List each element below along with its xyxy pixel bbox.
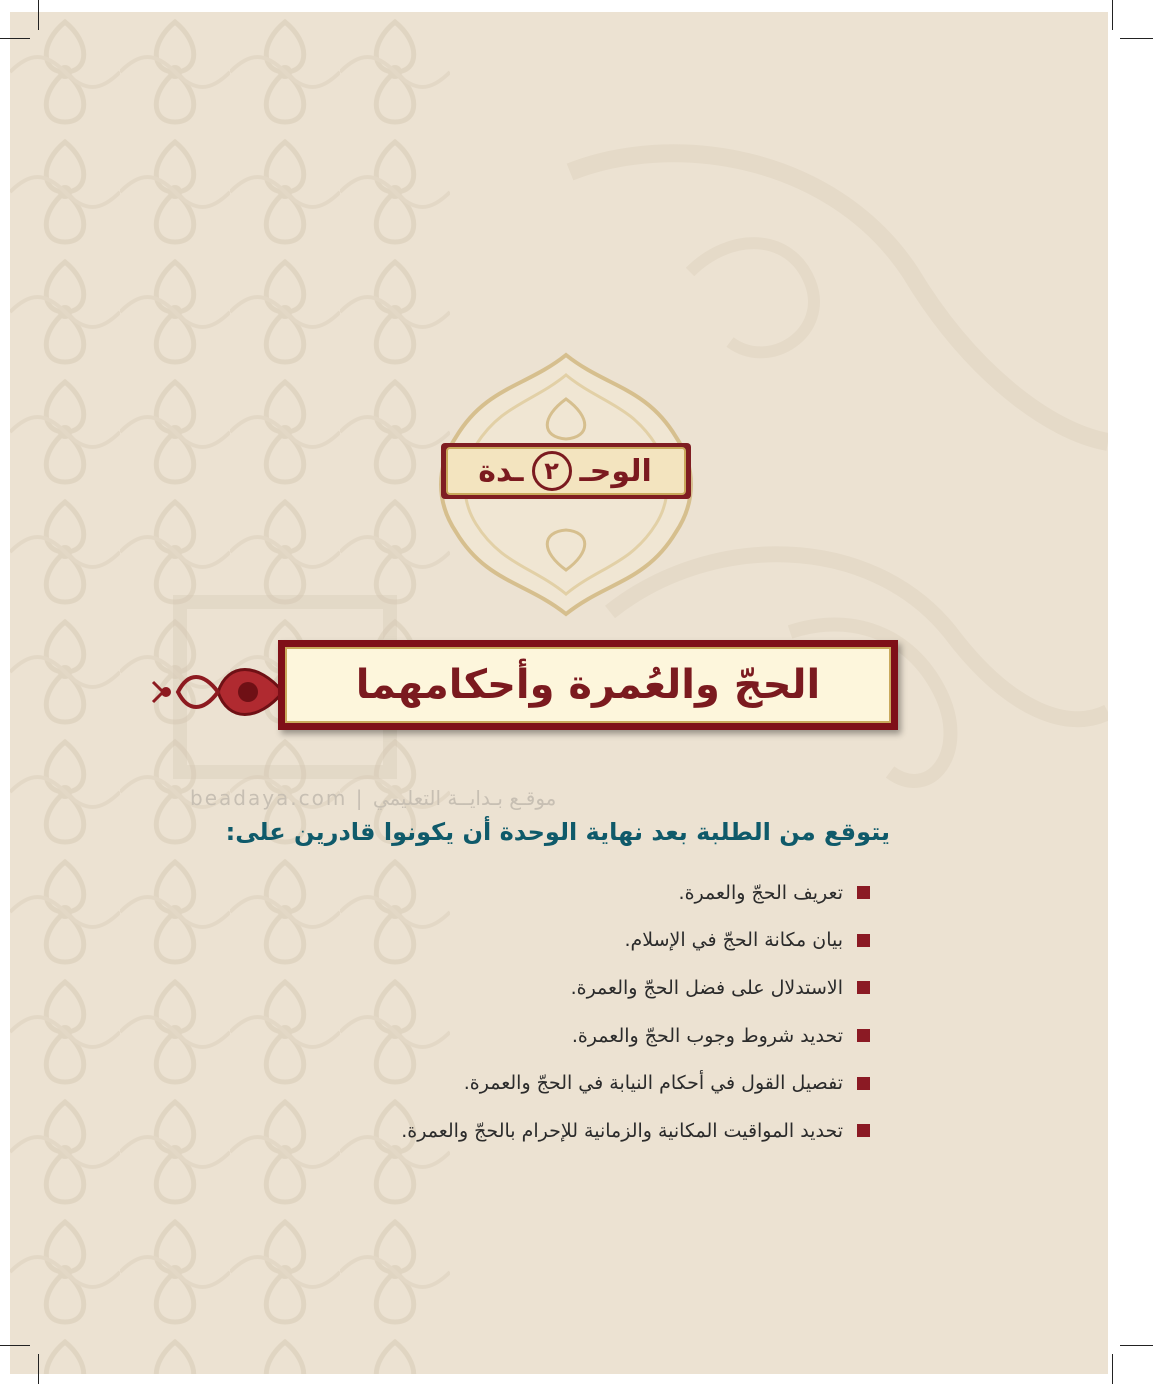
- list-item: [190, 1059, 870, 1107]
- title-ornament-icon: [148, 652, 288, 732]
- unit-title-frame: [278, 640, 898, 730]
- crop-mark: [1120, 1345, 1153, 1346]
- square-bullet-icon: [857, 981, 870, 994]
- crop-mark: [0, 38, 30, 39]
- crop-mark: [1112, 0, 1113, 30]
- square-bullet-icon: [857, 1029, 870, 1042]
- crop-mark: [0, 1345, 30, 1346]
- objective-text: تحديد شروط وجوب الحجّ والعمرة.: [571, 1024, 843, 1047]
- list-item: [190, 917, 870, 965]
- unit-label: [457, 449, 673, 493]
- unit-badge: [421, 347, 711, 622]
- objective-text: بيان مكانة الحجّ في الإسلام.: [624, 929, 843, 952]
- objective-text: تفصيل القول في أحكام النيابة في الحجّ والعمرة.: [463, 1072, 843, 1095]
- objectives-intro: يتوقع من الطلبة بعد نهاية الوحدة أن يكونوا قادرين على:: [225, 818, 890, 846]
- crop-mark: [38, 0, 39, 30]
- list-item: [190, 964, 870, 1012]
- list-item: [190, 1012, 870, 1060]
- objective-text: تعريف الحجّ والعمرة.: [678, 881, 843, 904]
- square-bullet-icon: [857, 1124, 870, 1137]
- list-item: [190, 1107, 870, 1155]
- objective-text: الاستدلال على فضل الحجّ والعمرة.: [570, 976, 843, 999]
- crop-mark: [1120, 38, 1153, 39]
- unit-label-start: الوحـ: [579, 453, 652, 489]
- page: [10, 12, 1108, 1374]
- list-item: [190, 869, 870, 917]
- unit-number: ٢: [532, 451, 572, 491]
- crop-mark: [1112, 1354, 1113, 1384]
- square-bullet-icon: [857, 886, 870, 899]
- unit-label-end: ـدة: [478, 453, 524, 489]
- square-bullet-icon: [857, 1077, 870, 1090]
- objective-text: تحديد المواقيت المكانية والزمانية للإحرام بالحجّ والعمرة.: [401, 1119, 843, 1142]
- unit-title-panel: [285, 647, 891, 723]
- square-bullet-icon: [857, 934, 870, 947]
- watermark: beadaya.com | موقـع بـدايــة التعليمي: [190, 786, 557, 810]
- crop-mark: [38, 1354, 39, 1384]
- unit-title: الحجّ والعُمرة وأحكامهما: [355, 662, 821, 708]
- objectives-list: [190, 869, 870, 1155]
